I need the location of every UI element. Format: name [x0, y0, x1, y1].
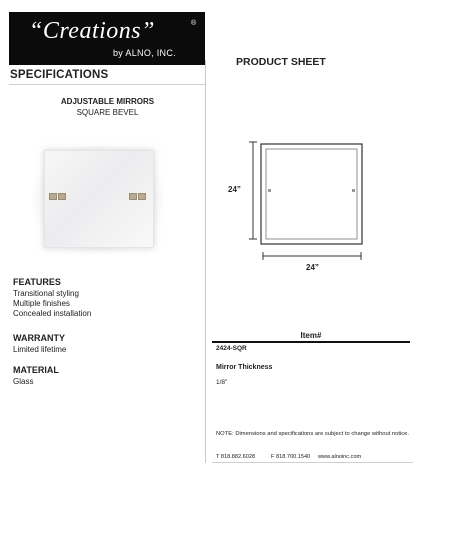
- mirror-clip-right: [129, 193, 137, 200]
- height-dimension-label: 24”: [228, 185, 241, 194]
- material-text: Glass: [13, 377, 34, 386]
- disclaimer-note: NOTE: Dimensions and specifications are subject to change without notice.: [216, 431, 410, 437]
- drawing-clip-right: [352, 189, 355, 192]
- width-dimension-label: 24”: [306, 263, 319, 272]
- features-title: FEATURES: [13, 277, 61, 287]
- thickness-label: Mirror Thickness: [216, 364, 273, 371]
- thickness-value: 1/8”: [216, 379, 228, 386]
- item-label: Item#: [300, 331, 322, 340]
- brand-logo: [9, 12, 205, 65]
- material-title: MATERIAL: [13, 365, 59, 375]
- item-number: 2424-SQR: [216, 345, 247, 352]
- features-item: Concealed installation: [13, 309, 92, 318]
- mirror-dimension-drawing: [224, 136, 374, 276]
- mirror-bevel-outline: [266, 149, 357, 239]
- contact-website[interactable]: www.alnoinc.com: [318, 454, 362, 460]
- contact-phone: T 818.882.6028: [216, 454, 256, 460]
- specifications-heading: SPECIFICATIONS: [10, 69, 109, 81]
- product-photo: [44, 150, 154, 248]
- product-name: ADJUSTABLE MIRRORS: [60, 97, 155, 106]
- registered-mark: ®: [191, 20, 197, 27]
- column-divider: [205, 60, 206, 463]
- mirror-clip-left: [49, 193, 57, 200]
- warranty-text: Limited lifetime: [13, 345, 67, 354]
- mirror-outer-outline: [261, 144, 362, 244]
- product-subtitle: SQUARE BEVEL: [76, 108, 139, 117]
- mirror-clip-left-2: [58, 193, 66, 200]
- header-divider: [9, 84, 205, 85]
- features-item: Transitional styling: [13, 289, 79, 298]
- logo-wordmark: “Creations”: [29, 18, 155, 44]
- product-sheet-title: PRODUCT SHEET: [236, 56, 326, 68]
- item-rule: [212, 341, 410, 343]
- mirror-clip-right-2: [138, 193, 146, 200]
- features-item: Multiple finishes: [13, 299, 70, 308]
- footer-divider: [212, 462, 413, 463]
- drawing-clip-left: [268, 189, 271, 192]
- warranty-title: WARRANTY: [13, 333, 65, 343]
- contact-fax: F 818.700.1540: [271, 454, 311, 460]
- logo-byline: by ALNO, INC.: [113, 48, 176, 58]
